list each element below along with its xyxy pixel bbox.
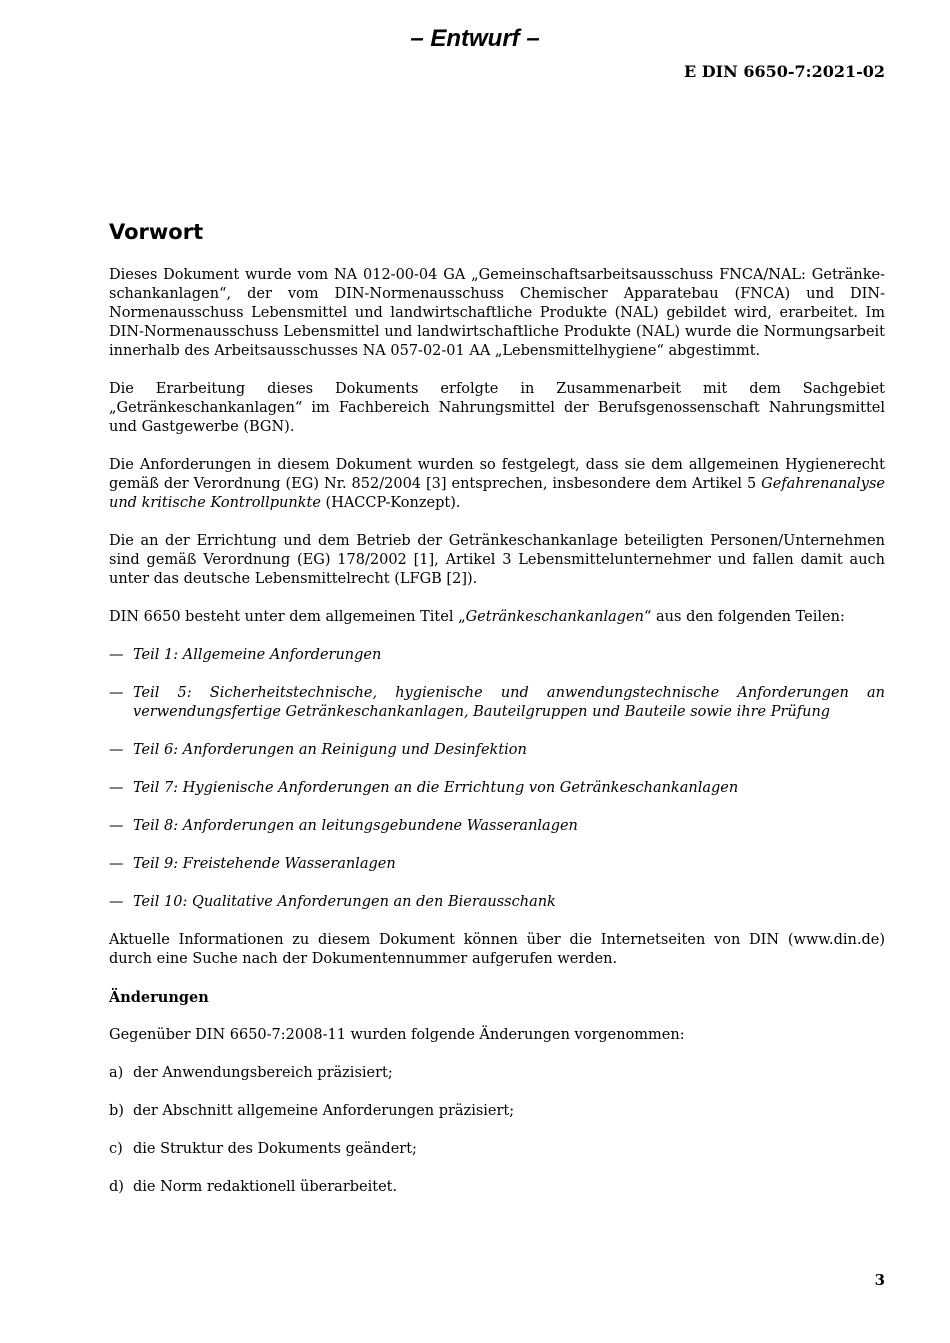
changes-list <box>109 1064 885 1197</box>
list-item <box>109 1102 885 1121</box>
draft-label: – Entwurf – <box>410 25 540 52</box>
list-item <box>109 817 885 836</box>
list-dash: — <box>109 856 124 872</box>
section-title: Vorwort <box>109 220 204 244</box>
list-item <box>109 779 885 798</box>
list-item-text: die Norm redaktionell überarbeitet. <box>133 1179 398 1195</box>
list-item <box>109 855 885 874</box>
list-item-text: Teil 9: Freistehende Wasseranlagen <box>133 856 396 872</box>
list-item <box>109 1064 885 1083</box>
paragraph-3-start: Die Anforderungen in diesem Dokument wurden so festgelegt, dass sie dem allgemeinen Hygienerecht gemäß der Verordnung (EG) Nr. 852/2004 [3] entsprechen, insbesondere dem Artikel 5 <box>109 457 885 492</box>
paragraph-5 <box>109 608 885 627</box>
list-item <box>109 684 885 722</box>
list-marker: a) <box>109 1065 124 1081</box>
paragraph-6: Aktuelle Informationen zu diesem Dokument können über die Internetseiten von DIN (www.din.de) durch eine Suche nach der Dokumentennummer aufgerufen werden. <box>109 932 885 967</box>
paragraph-5-italic: Getränkeschankanlagen <box>465 609 645 625</box>
list-dash: — <box>109 894 124 910</box>
list-item-text: die Struktur des Dokuments geändert; <box>133 1141 417 1157</box>
list-item <box>109 1178 885 1197</box>
list-item-text: Teil 1: Allgemeine Anforderungen <box>133 647 382 663</box>
paragraph-4: Die an der Errichtung und dem Betrieb der Getränkeschankanlage beteiligten Personen/Unternehmen sind gemäß Verordnung (EG) 178/2002 [1], Artikel 3 Lebensmittelunternehmer und fallen damit auch unter das deutsche Lebensmittelrecht (LFGB [2]). <box>109 533 885 587</box>
list-dash: — <box>109 742 124 758</box>
document-body <box>109 218 885 1216</box>
list-item <box>109 646 885 665</box>
parts-list <box>109 646 885 912</box>
list-marker: b) <box>109 1103 124 1119</box>
list-dash: — <box>109 647 124 663</box>
list-item-text: Teil 7: Hygienische Anforderungen an die Errichtung von Getränkeschankanlagen <box>133 780 739 796</box>
list-item <box>109 741 885 760</box>
list-item-text: Teil 10: Qualitative Anforderungen an den Bierausschank <box>133 894 556 910</box>
list-item-text: Teil 6: Anforderungen an Reinigung und Desinfektion <box>133 742 527 758</box>
list-marker: d) <box>109 1179 124 1195</box>
changes-heading: Änderungen <box>109 989 209 1006</box>
list-dash: — <box>109 685 124 701</box>
paragraph-3-end: (HACCP-Konzept). <box>320 495 461 511</box>
paragraph-2: Die Erarbeitung dieses Dokuments erfolgte in Zusammenarbeit mit dem Sachgebiet „Getränkeschankanlagen“ im Fachbereich Nahrungsmittel der Berufsgenossenschaft Nahrungsmittel und Gastgewerbe (BGN). <box>109 381 885 435</box>
document-id: E DIN 6650-7:2021-02 <box>684 62 885 81</box>
list-dash: — <box>109 780 124 796</box>
paragraph-3-italic: Gefahrenanalyse und kritische Kontrollpunkte <box>109 476 885 511</box>
paragraph-5-start: DIN 6650 besteht unter dem allgemeinen Titel „ <box>109 609 466 625</box>
list-item-text: Teil 5: Sicherheitstechnische, hygienische und anwendungstechnische Anforderungen an verwendungsfertige Getränkeschankanlagen, Bauteilgruppen und Bauteile sowie ihre Prüfung <box>133 685 885 720</box>
page-number: 3 <box>874 1271 885 1289</box>
paragraph-1: Dieses Dokument wurde vom NA 012-00-04 GA „Gemeinschaftsarbeitsausschuss FNCA/NAL: Getränkeschankanlagen“, der vom DIN-Normenausschuss Chemischer Apparatebau (FNCA) und DIN-Normenausschuss Lebensmittel und landwirtschaftliche Produkte (NAL) gebildet wird, erarbeitet. Im DIN-Normenausschuss Lebensmittel und landwirtschaftliche Produkte (NAL) wurde die Normungsarbeit innerhalb des Arbeitsausschusses NA 057-02-01 AA „Lebensmittelhygiene“ abgestimmt. <box>109 267 885 359</box>
paragraph-3 <box>109 456 885 513</box>
list-marker: c) <box>109 1141 123 1157</box>
list-item-text: der Abschnitt allgemeine Anforderungen präzisiert; <box>133 1103 515 1119</box>
list-item <box>109 1140 885 1159</box>
list-item-text: Teil 8: Anforderungen an leitungsgebundene Wasseranlagen <box>133 818 578 834</box>
paragraph-5-end: “ aus den folgenden Teilen: <box>644 609 845 625</box>
list-dash: — <box>109 818 124 834</box>
changes-intro: Gegenüber DIN 6650-7:2008-11 wurden folgende Änderungen vorgenommen: <box>109 1027 685 1043</box>
list-item-text: der Anwendungsbereich präzisiert; <box>133 1065 393 1081</box>
list-item <box>109 893 885 912</box>
